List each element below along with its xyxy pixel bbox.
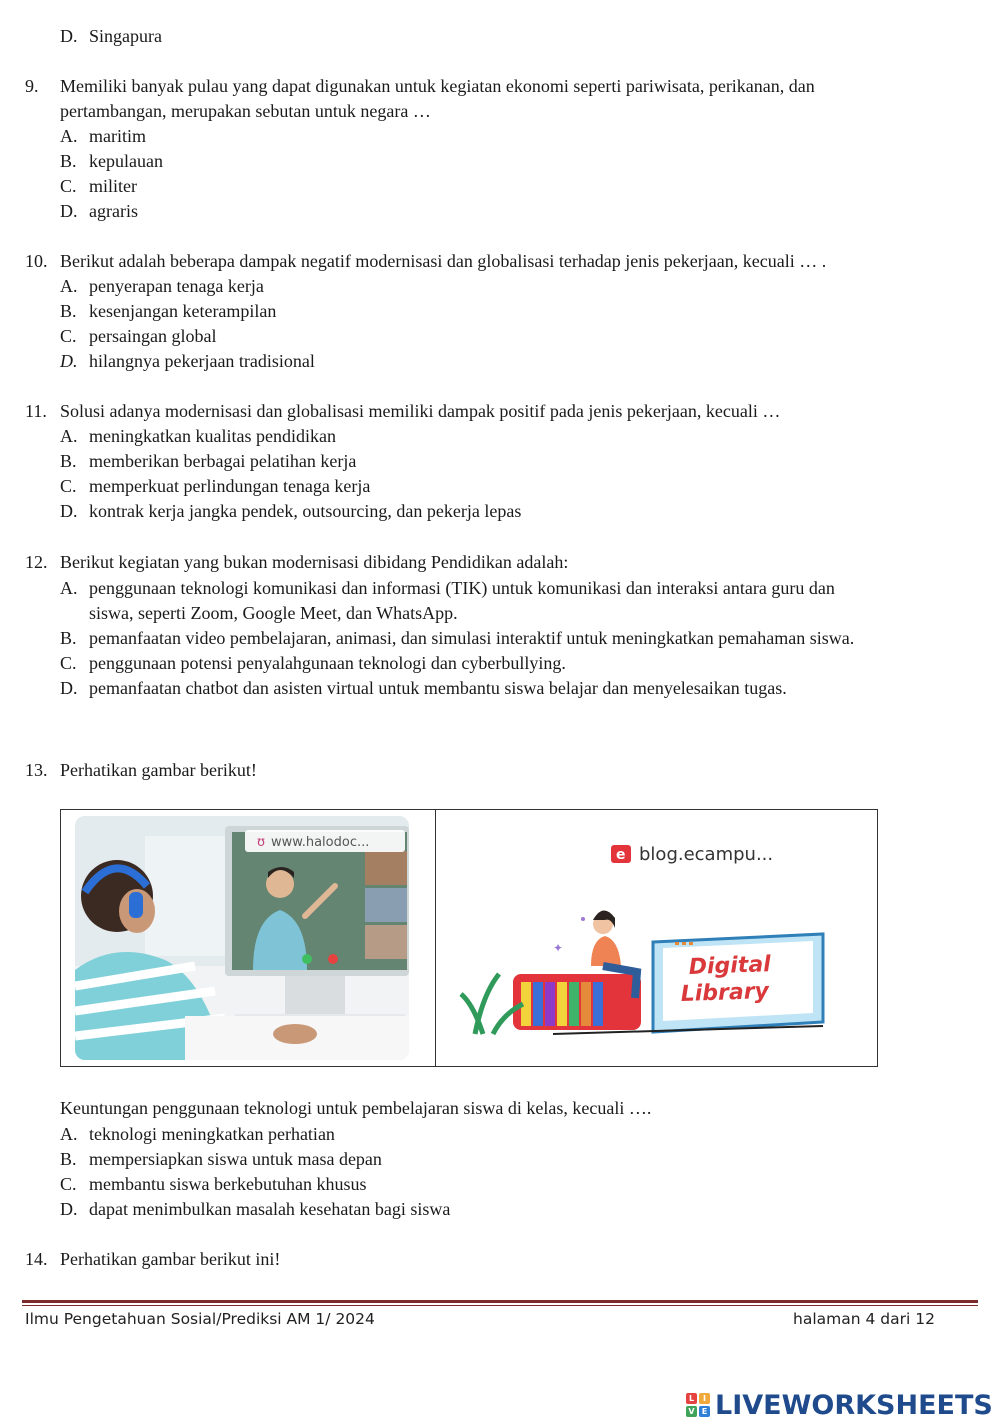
- question-12-text: Berikut kegiatan yang bukan modernisasi dibidang Pendidikan adalah:: [60, 552, 569, 572]
- liveworksheets-brand[interactable]: [686, 1388, 993, 1422]
- q9-option-d[interactable]: [60, 199, 138, 224]
- q10-option-b[interactable]: [60, 299, 276, 324]
- option-letter: C.: [60, 176, 77, 196]
- footer-rule-thin: [22, 1305, 978, 1306]
- option-text: dapat menimbulkan masalah kesehatan bagi siswa: [89, 1199, 451, 1219]
- option-text: pemanfaatan video pembelajaran, animasi, dan simulasi interaktif untuk meningkatkan pemahaman siswa.: [89, 628, 855, 648]
- q12-option-b[interactable]: [60, 626, 854, 651]
- option-text: pemanfaatan chatbot dan asisten virtual untuk membantu siswa belajar dan menyelesaikan tugas.: [89, 678, 787, 698]
- option-letter: D.: [60, 678, 78, 698]
- option-letter: A.: [60, 1124, 78, 1144]
- option-letter: A.: [60, 276, 78, 296]
- option-letter: B.: [60, 301, 77, 321]
- online-class-image: [75, 816, 409, 1060]
- q13-option-c[interactable]: [60, 1172, 366, 1197]
- question-number-11: 11.: [25, 401, 47, 421]
- q11-option-b[interactable]: [60, 449, 356, 474]
- option-text: hilangnya pekerjaan tradisional: [89, 351, 315, 371]
- online-class-illustration: [75, 816, 409, 1060]
- q12-option-a[interactable]: [60, 576, 835, 601]
- q11-option-c[interactable]: [60, 474, 370, 499]
- option-text: agraris: [89, 201, 138, 221]
- option-text: teknologi meningkatkan perhatian: [89, 1124, 335, 1144]
- q11-option-a[interactable]: [60, 424, 336, 449]
- option-text: kepulauan: [89, 151, 163, 171]
- q11-option-d[interactable]: [60, 499, 521, 524]
- option-text: penggunaan teknologi komunikasi dan informasi (TIK) untuk komunikasi dan interaksi antara guru dan: [89, 578, 835, 598]
- option-letter: C.: [60, 476, 77, 496]
- option-letter: D.: [60, 201, 78, 221]
- logo-letter: V: [686, 1406, 697, 1417]
- option-letter: A.: [60, 426, 78, 446]
- q9-option-b[interactable]: [60, 149, 163, 174]
- option-text: mempersiapkan siswa untuk masa depan: [89, 1149, 382, 1169]
- option-letter: D.: [60, 501, 78, 521]
- question-9-text-line2: pertambangan, merupakan sebutan untuk negara …: [60, 101, 431, 121]
- svg-text:✦: ✦: [553, 941, 564, 955]
- digital-library-image: [453, 824, 837, 1050]
- question-10-text: Berikut adalah beberapa dampak negatif modernisasi dan globalisasi terhadap jenis pekerjaan, kecuali … .: [60, 251, 827, 271]
- question-number-9: 9.: [25, 76, 39, 96]
- q12-option-d[interactable]: [60, 676, 787, 701]
- digital-label-line1: Digital: [688, 952, 772, 980]
- logo-letter: L: [686, 1393, 697, 1404]
- q12-option-a-cont: siswa, seperti Zoom, Google Meet, dan WhatsApp.: [89, 603, 458, 623]
- question-13-stem: Keuntungan penggunaan teknologi untuk pembelajaran siswa di kelas, kecuali ….: [60, 1098, 652, 1118]
- q10-option-c[interactable]: [60, 324, 216, 349]
- option-text: militer: [89, 176, 137, 196]
- option-letter: B.: [60, 151, 77, 171]
- digital-library-illustration: [453, 824, 837, 1050]
- svg-text:e: e: [616, 847, 626, 863]
- q12-option-c[interactable]: [60, 651, 566, 676]
- halodoc-icon: ʊ: [257, 835, 266, 850]
- q9-option-c[interactable]: [60, 174, 137, 199]
- option-text: meningkatkan kualitas pendidikan: [89, 426, 336, 446]
- option-letter: C.: [60, 1174, 77, 1194]
- option-text: penyerapan tenaga kerja: [89, 276, 264, 296]
- option-letter: A.: [60, 126, 78, 146]
- question-number-10: 10.: [25, 251, 48, 271]
- digital-label-line2: Library: [680, 978, 770, 1007]
- liveworksheets-logo-icon: [686, 1393, 710, 1417]
- question-number-12: 12.: [25, 552, 48, 572]
- option-letter: A.: [60, 578, 78, 598]
- question-9-text-line1: Memiliki banyak pulau yang dapat digunakan untuk kegiatan ekonomi seperti pariwisata, perikanan, dan: [60, 76, 815, 96]
- footer-page-number: halaman 4 dari 12: [793, 1310, 935, 1328]
- option-letter: D.: [60, 351, 78, 371]
- question-number-14: 14.: [25, 1249, 48, 1269]
- logo-letter: E: [699, 1406, 710, 1417]
- question-14-text: Perhatikan gambar berikut ini!: [60, 1249, 281, 1269]
- question-13-text: Perhatikan gambar berikut!: [60, 760, 257, 780]
- option-text: Singapura: [89, 26, 162, 46]
- q10-option-d[interactable]: [60, 349, 315, 374]
- question-13-figure: [60, 809, 878, 1067]
- q13-option-d[interactable]: [60, 1197, 450, 1222]
- option-text: kontrak kerja jangka pendek, outsourcing, dan pekerja lepas: [89, 501, 522, 521]
- option-text: membantu siswa berkebutuhan khusus: [89, 1174, 367, 1194]
- option-letter: C.: [60, 326, 77, 346]
- image-source-left: www.halodoc...: [271, 835, 370, 850]
- question-11-text: Solusi adanya modernisasi dan globalisasi memiliki dampak positif pada jenis pekerjaan, kecuali …: [60, 401, 781, 421]
- logo-letter: I: [699, 1393, 710, 1404]
- option-letter: D.: [60, 26, 78, 46]
- option-text: persaingan global: [89, 326, 217, 346]
- question-number-13: 13.: [25, 760, 48, 780]
- footer-rule: [22, 1300, 978, 1303]
- q10-option-a[interactable]: [60, 274, 264, 299]
- image-source-right: blog.ecampu...: [639, 844, 774, 865]
- option-letter: D.: [60, 1199, 78, 1219]
- option-text: penggunaan potensi penyalahgunaan teknologi dan cyberbullying.: [89, 653, 566, 673]
- option-text: memperkuat perlindungan tenaga kerja: [89, 476, 371, 496]
- option-letter: B.: [60, 451, 77, 471]
- option-text: kesenjangan keterampilan: [89, 301, 277, 321]
- option-d-prev: [60, 24, 162, 49]
- liveworksheets-wordmark: LIVEWORKSHEETS: [715, 1389, 993, 1421]
- option-letter: B.: [60, 628, 77, 648]
- q9-option-a[interactable]: [60, 124, 146, 149]
- q13-option-a[interactable]: [60, 1122, 335, 1147]
- option-letter: B.: [60, 1149, 77, 1169]
- option-text: maritim: [89, 126, 146, 146]
- q13-option-b[interactable]: [60, 1147, 382, 1172]
- figure-divider: [435, 810, 436, 1066]
- option-letter: C.: [60, 653, 77, 673]
- footer-subject: Ilmu Pengetahuan Sosial/Prediksi AM 1/ 2024: [25, 1310, 375, 1328]
- option-text: memberikan berbagai pelatihan kerja: [89, 451, 357, 471]
